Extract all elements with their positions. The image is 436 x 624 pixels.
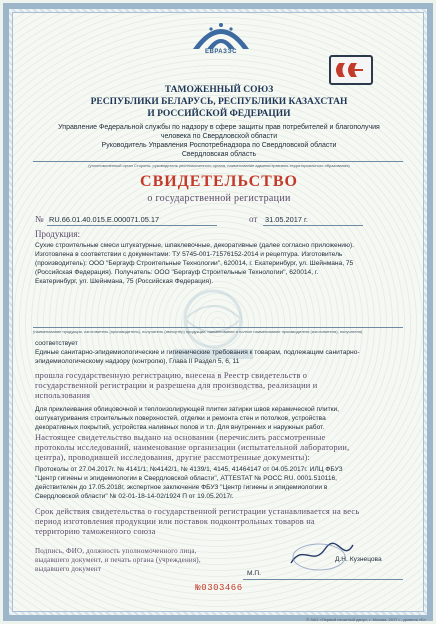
product-caption: (наименование продукции, изготовитель (производитель), получатель (импортёр) продукции, наименование и полное наименование производителя (изготовителя), получателя)	[33, 329, 363, 334]
union-line-1: ТАМОЖЕННЫЙ СОЮЗ	[164, 85, 274, 95]
product-block	[35, 241, 415, 286]
basis-block	[35, 433, 415, 463]
issue-date: 31.05.2017 г.	[265, 215, 308, 224]
signature-caption-line: выдавшего документ	[35, 565, 102, 573]
certificate-sheet	[12, 12, 424, 612]
mp-label: М.П.	[247, 570, 261, 577]
product-label: Продукция:	[35, 229, 80, 239]
validity-line: Срок действия свидетельства о государственной регистрации устанавливается на весь	[35, 507, 360, 516]
protocol-line: Свердловской области" № 02-01-18-14-02/1924 П от 19.05.2017г.	[35, 493, 234, 500]
basis-line: Настоящее свидетельство выдано на основании (перечислить рассмотренные	[35, 433, 326, 442]
printer-footer: © ЗАО «Первый печатный двор», г. Москва, 2017 г., уровень «Б»	[306, 617, 426, 622]
product-line: (производитель): ООО "Бергауф Строительные Технологии", 620014, г. Екатеринбург, ул. Шейнмана, 75	[35, 260, 354, 267]
basis-line: центра), проводившей исследования, другие рассмотренные документы):	[35, 453, 310, 462]
registration-number: RU.66.01.40.015.E.000071.05.17	[49, 215, 160, 224]
document-title: СВИДЕТЕЛЬСТВО	[140, 173, 298, 190]
signature-caption-line: Подпись, ФИО, должность уполномоченного лица,	[35, 547, 197, 555]
logo-caption: ЕВРАЗЭС	[204, 49, 237, 55]
date-underline	[263, 225, 363, 226]
protocols-block	[35, 465, 415, 501]
authority-line-3: Руководитель Управления Роспотребнадзора по Свердловской области	[101, 142, 337, 149]
validity-line: период изготовления продукции или поставок подконтрольных товаров на	[35, 517, 315, 526]
compliance-line: Единые санитарно-эпидемиологические и гигиенические требования к товарам, подлежащим санитарно-	[35, 349, 360, 356]
signature-line	[243, 579, 403, 580]
number-underline	[47, 225, 217, 226]
usage-line: декоративных покрытий, устройства наливных полов и т.п. Для внутренних и наружных работ.	[35, 424, 325, 431]
signature-stamp-icon	[283, 533, 403, 573]
registration-line: использования	[35, 391, 91, 400]
signature-caption	[35, 547, 255, 574]
authority-caption: (уполномоченный орган Стороны, руководитель уполномоченного органа, наименование административно-территориального образования)	[88, 163, 350, 168]
product-line: Сухие строительные смеси штукатурные, шпаклевочные, декоративные (далее согласно приложению).	[35, 242, 354, 249]
authority-line-4: Свердловская область	[181, 151, 257, 158]
authority-line-2: человека по Свердловской области	[160, 133, 278, 140]
usage-line: оштукатуривания строительных поверхностей, отделки и ремонта стен и потолков, устройства	[35, 415, 326, 422]
protocol-line: действителен до 17.05.2018г, экспертное заключение ФБУЗ "Центр гигиены и эпидемиологии в	[35, 484, 328, 491]
registration-line: государственной регистрации и разрешена для производства, реализации и	[35, 381, 318, 390]
usage-line: Для приклеивания облицовочной и теплоизолирующей плитки затирки швов керамической плитки,	[35, 406, 340, 413]
compliance-block	[35, 348, 415, 366]
serial-number: №0303466	[195, 583, 243, 593]
product-line: Изготовлена в соответствии с документами: ТУ 5745-001-71576152-2014 и рецептура. Изготовитель	[35, 251, 343, 258]
divider	[33, 161, 403, 162]
usage-block	[35, 405, 415, 432]
protocol-line: "Центр гигиены и эпидемиологии в Свердловской области", ATTESTAT № РОСС RU. 0001.510116,	[35, 475, 337, 482]
validity-line: территорию таможенного союза	[35, 527, 156, 536]
divider	[33, 327, 403, 328]
product-line: Екатеринбург, ул. Шейнмана, 75 (Российская Федерация).	[35, 278, 214, 285]
authority-line-1: Управление Федеральной службы по надзору в сфере защиты прав потребителей и благополучия	[58, 124, 380, 131]
date-prefix: от	[249, 214, 258, 224]
product-line: (Российская Федерация). Получатель: ООО "Бергауф Строительные Технологии", 620014, г.	[35, 269, 319, 276]
compliance-line: эпидемиологическому надзору (контролю), Глава II Раздел 5, 6, 11	[35, 358, 240, 365]
union-line-3: И РОССИЙСКОЙ ФЕДЕРАЦИИ	[147, 109, 291, 119]
signatory-name: Д.Н. Кузнецова	[335, 556, 382, 563]
union-line-2: РЕСПУБЛИКИ БЕЛАРУСЬ, РЕСПУБЛИКИ КАЗАХСТАН	[90, 97, 348, 107]
number-prefix: №	[35, 214, 44, 224]
conformity-mark-icon	[329, 55, 373, 85]
basis-line: протоколы исследований, наименование организации (испытательной лаборатории,	[35, 443, 350, 452]
signature-caption-line: выдавшего документ, и печать органа (учреждения),	[35, 556, 201, 564]
protocol-line: Протоколы от 27.04.2017г. № 4141/1; №4142/1, № 4139/1, 4145, 41464147 от 04.05.2017г. ИЛЦ ФБУЗ	[35, 466, 343, 473]
registration-block	[35, 371, 415, 401]
compliance-label: соответствует	[35, 340, 78, 347]
document-subtitle: о государственной регистрации	[147, 193, 291, 204]
registration-line: прошла государственную регистрацию, внесена в Реестр свидетельств о	[35, 371, 308, 380]
